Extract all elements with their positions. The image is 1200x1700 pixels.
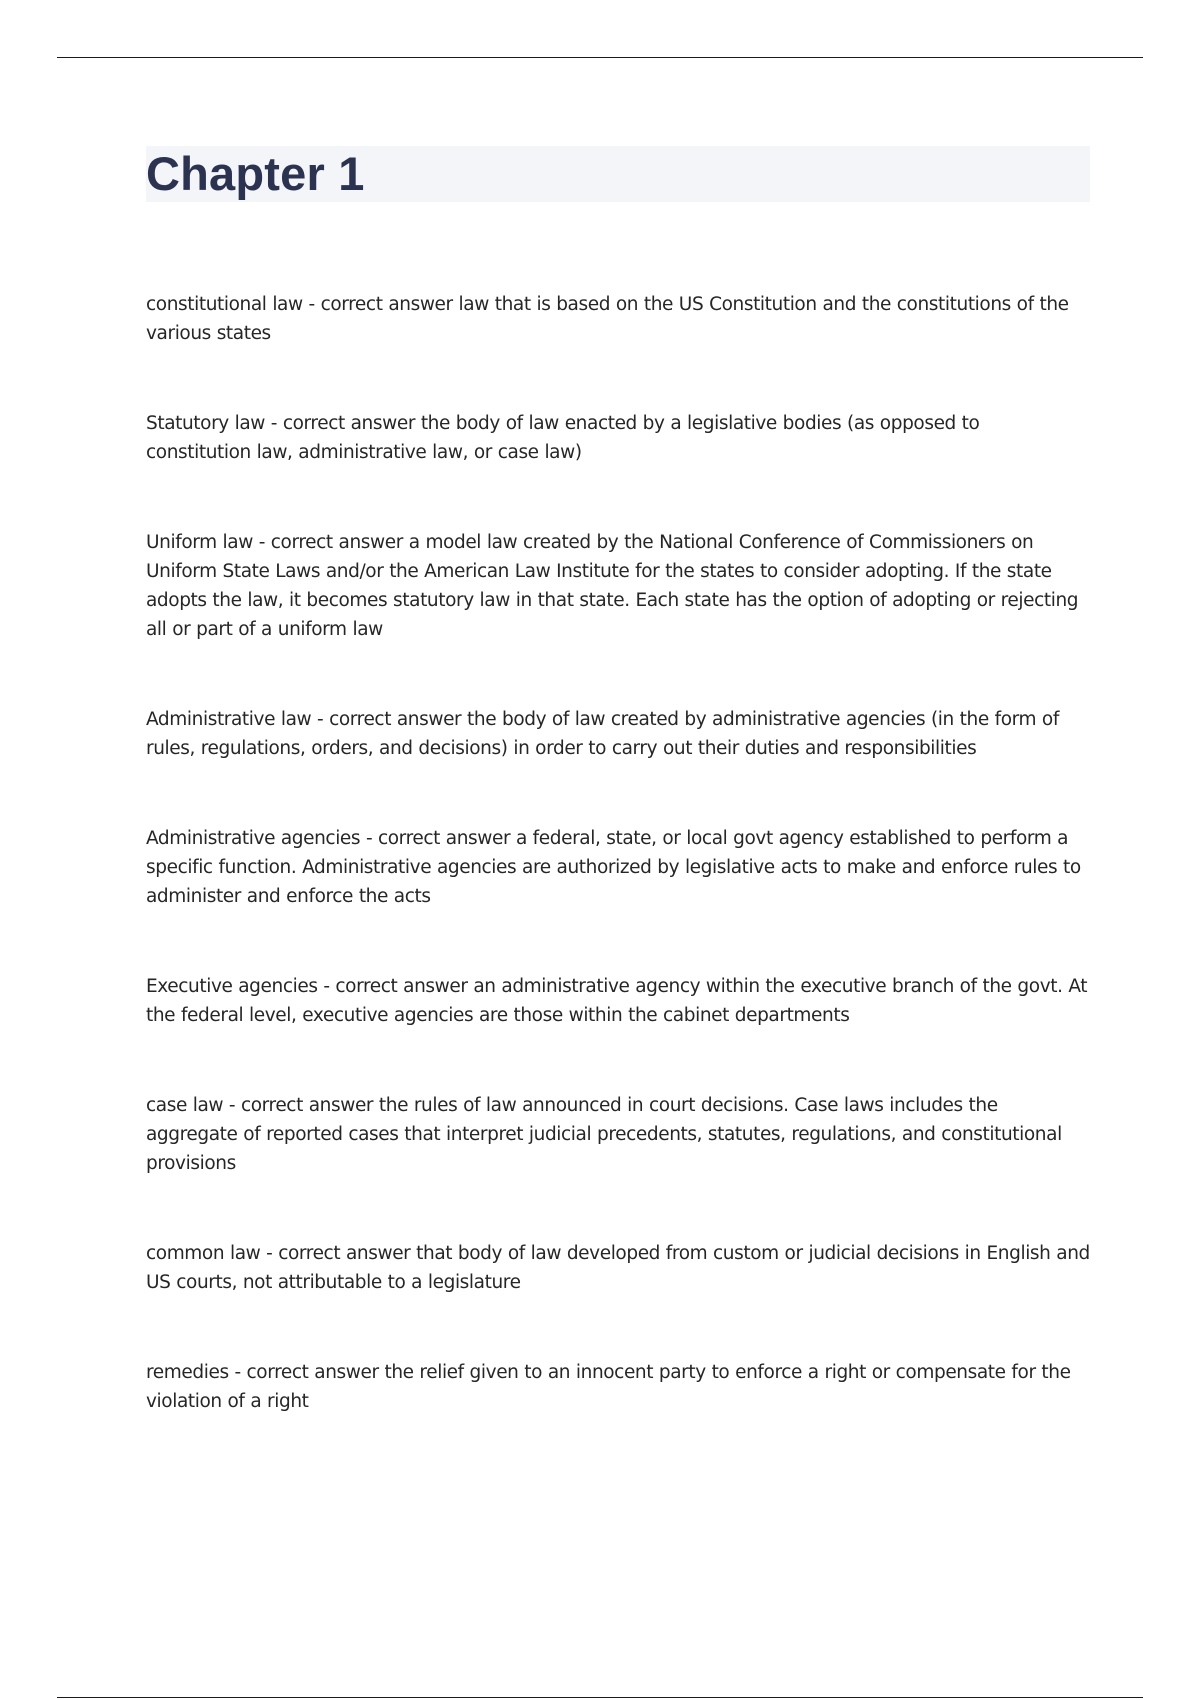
header-rule [57,57,1143,58]
footer-rule [57,1697,1143,1698]
definition-entry-administrative-law: Administrative law - correct answer the body of law created by administrative agencies (in the form of rules, regulations, orders, and decisions) in order to carry out their duties and responsibilities [146,709,1059,759]
definition-entry-case-law: case law - correct answer the rules of law announced in court decisions. Case laws includes the aggregate of reported cases that interpret judicial precedents, statutes, regulations, and constitutional provisions [146,1095,1062,1174]
definition-entry-administrative-agencies: Administrative agencies - correct answer a federal, state, or local govt agency established to perform a specific function. Administrative agencies are authorized by legislative acts to make and enforce rules to administer and enforce the acts [146,828,1081,907]
definition-list [146,290,1090,1477]
definition-entry-common-law: common law - correct answer that body of law developed from custom or judicial decisions in English and US courts, not attributable to a legislature [146,1243,1090,1293]
definition-entry-statutory-law: Statutory law - correct answer the body of law enacted by a legislative bodies (as opposed to constitution law, administrative law, or case law) [146,413,980,463]
definition-entry-uniform-law: Uniform law - correct answer a model law created by the National Conference of Commissioners on Uniform State Laws and/or the American Law Institute for the states to consider adopting. If the state adopts the law, it becomes statutory law in that state. Each state has the option of adopting or rejecting all or part of a uniform law [146,532,1079,640]
definition-entry-constitutional-law: constitutional law - correct answer law that is based on the US Constitution and the constitutions of the various states [146,294,1069,344]
definition-entry-remedies: remedies - correct answer the relief given to an innocent party to enforce a right or compensate for the violation of a right [146,1362,1071,1412]
definition-entry-executive-agencies: Executive agencies - correct answer an administrative agency within the executive branch of the govt. At the federal level, executive agencies are those within the cabinet departments [146,976,1088,1026]
page-title: Chapter 1 [146,147,365,200]
